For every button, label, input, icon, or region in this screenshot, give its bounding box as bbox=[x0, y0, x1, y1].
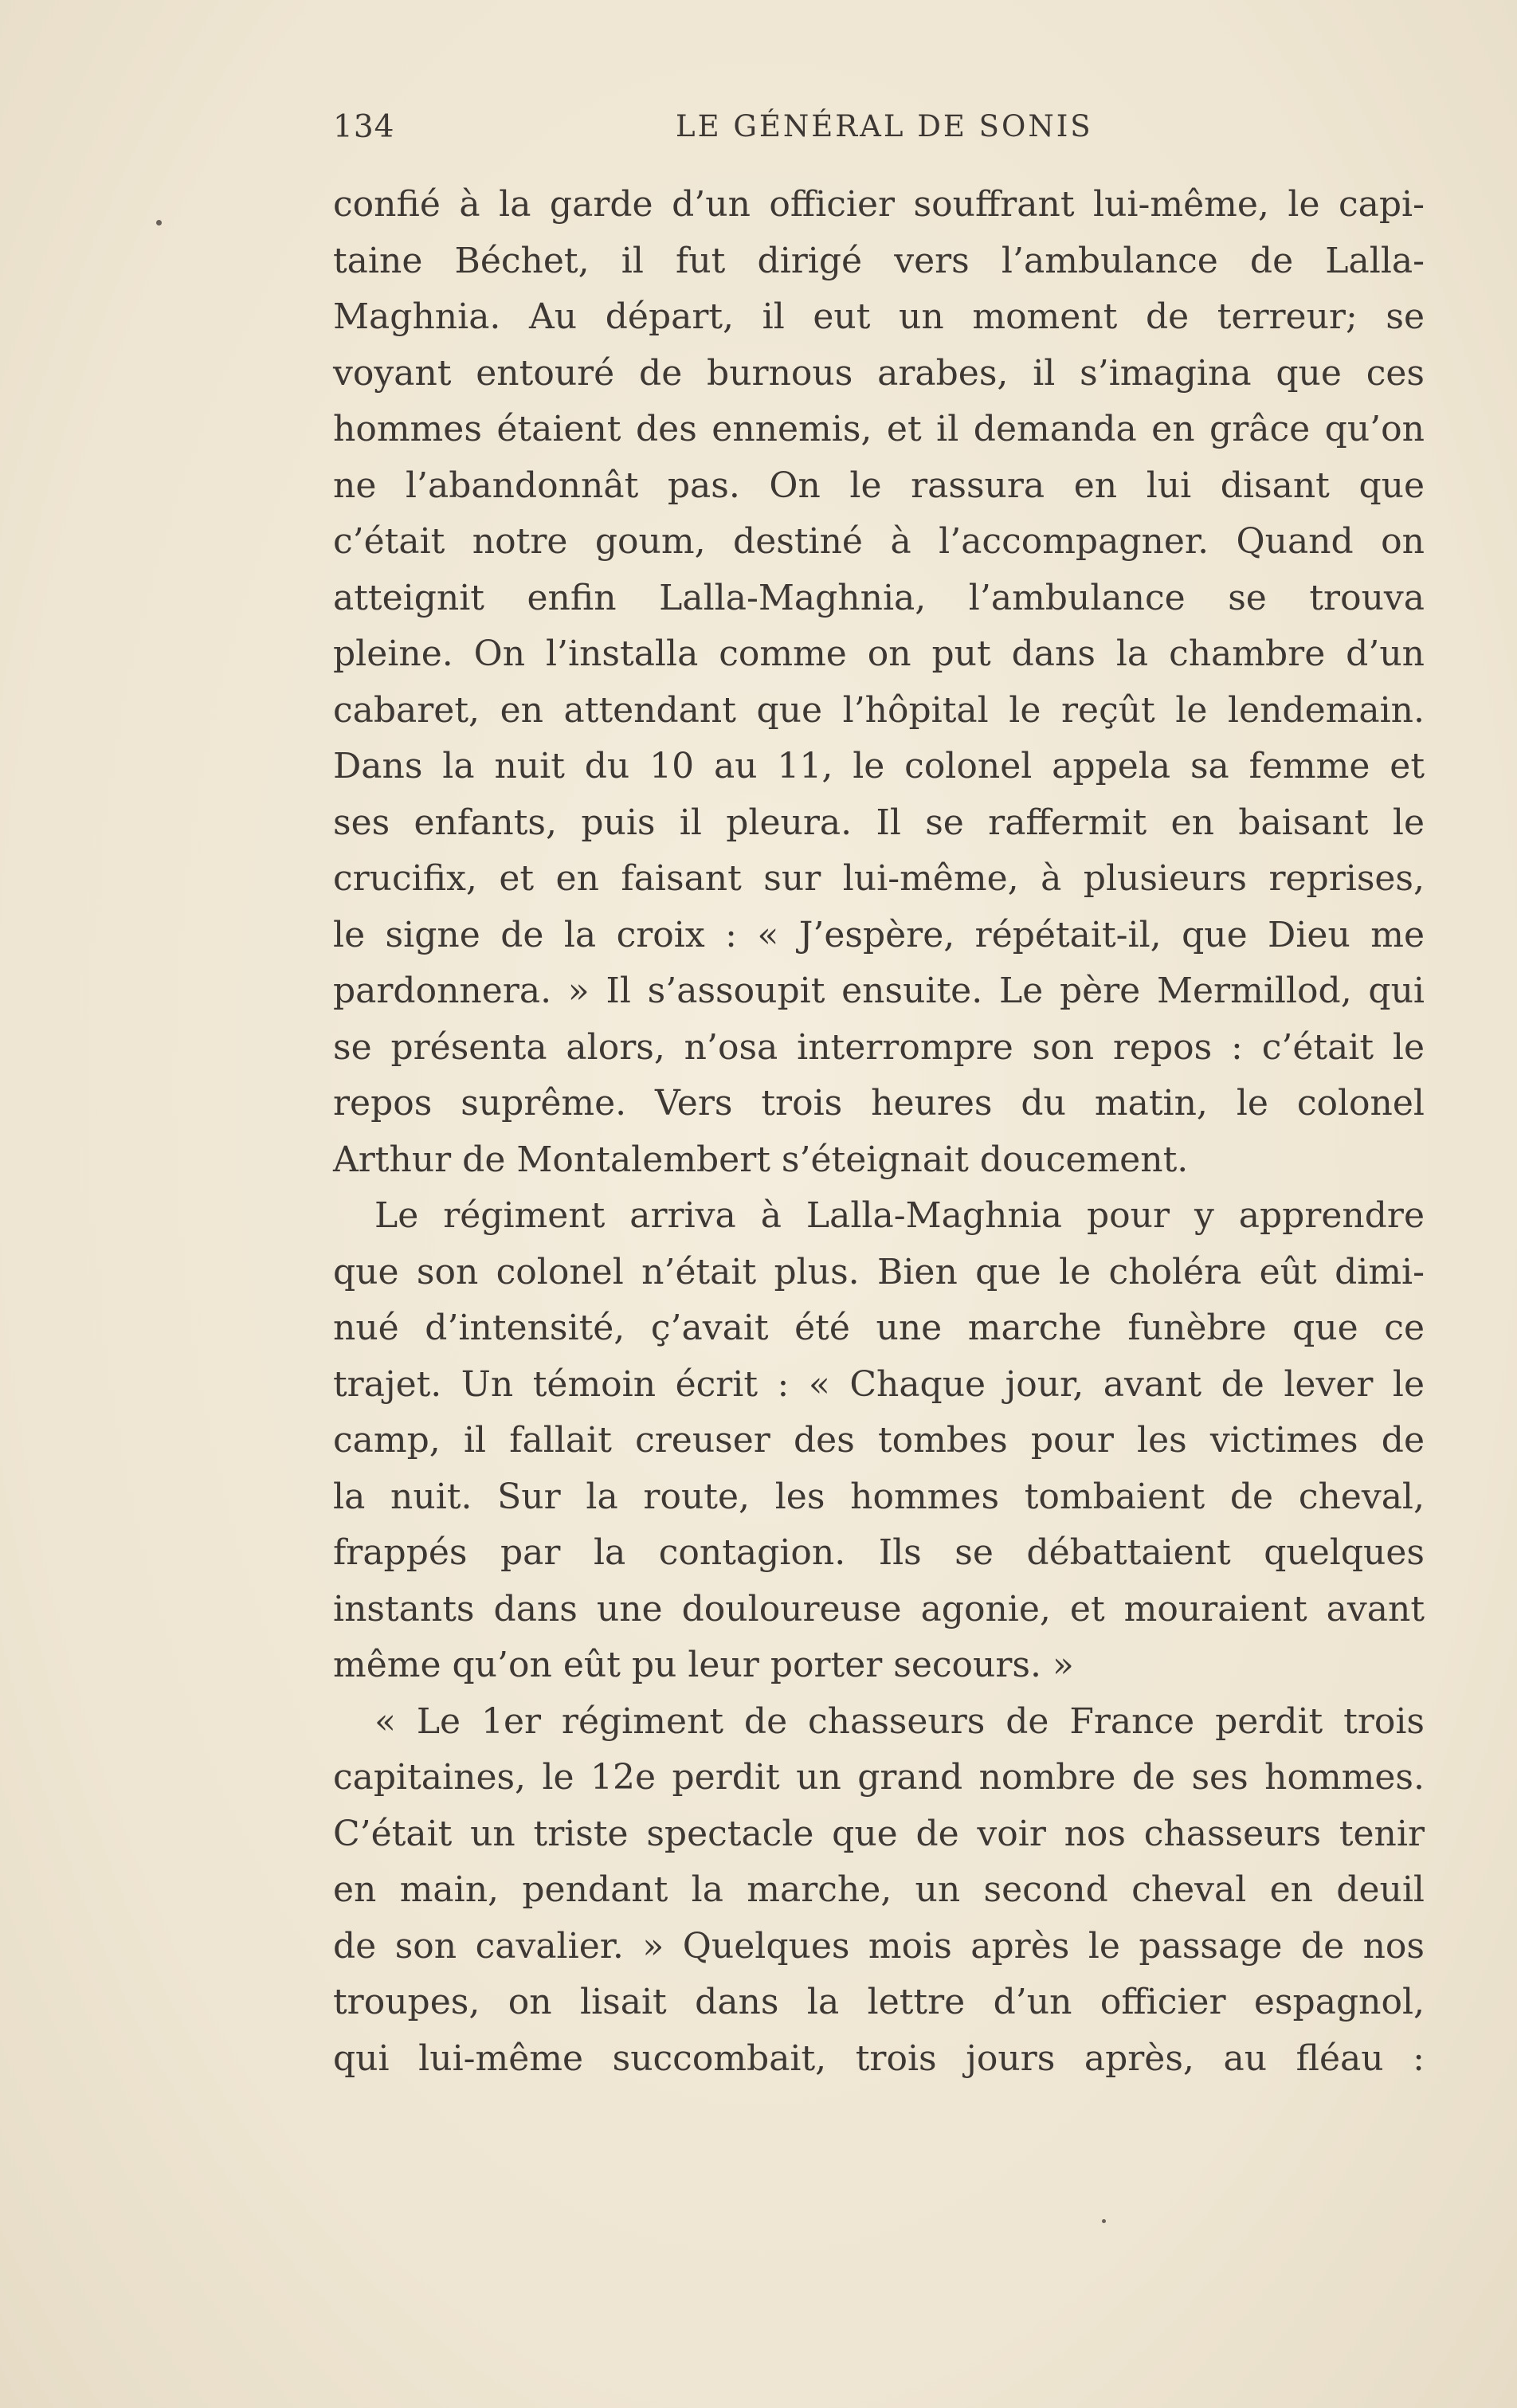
text-line: le signe de la croix : « J’espère, répétait-il, que Dieu me bbox=[333, 914, 1425, 955]
text-line: que son colonel n’était plus. Bien que le choléra eût dimi- bbox=[333, 1251, 1425, 1292]
text-line: crucifix, et en faisant sur lui-même, à plusieurs reprises, bbox=[333, 858, 1425, 899]
text-line: la nuit. Sur la route, les hommes tombaient de cheval, bbox=[333, 1476, 1425, 1517]
text-line: Dans la nuit du 10 au 11, le colonel appela sa femme et bbox=[333, 746, 1425, 786]
text-line: atteignit enfin Lalla-Maghnia, l’ambulance se trouva bbox=[333, 577, 1425, 618]
text-line: C’était un triste spectacle que de voir nos chasseurs tenir bbox=[333, 1813, 1425, 1854]
text-line: même qu’on eût pu leur porter secours. » bbox=[333, 1645, 1074, 1685]
text-line: trajet. Un témoin écrit : « Chaque jour, avant de lever le bbox=[333, 1363, 1425, 1405]
text-line: taine Béchet, il fut dirigé vers l’ambulance de Lalla- bbox=[333, 240, 1425, 281]
text-line: hommes étaient des ennemis, et il demanda en grâce qu’on bbox=[333, 409, 1425, 449]
text-line: Le régiment arriva à Lalla-Maghnia pour y apprendre bbox=[374, 1195, 1425, 1236]
text-line: se présenta alors, n’osa interrompre son repos : c’était le bbox=[333, 1026, 1425, 1068]
text-line: repos suprême. Vers trois heures du matin, le colonel bbox=[333, 1083, 1425, 1124]
text-line: pleine. On l’installa comme on put dans la chambre d’un bbox=[333, 633, 1425, 674]
text-line: camp, il fallait creuser des tombes pour les victimes de bbox=[333, 1420, 1425, 1461]
page-header bbox=[333, 109, 1425, 157]
text-line: de son cavalier. » Quelques mois après le passage de nos bbox=[333, 1925, 1425, 1967]
body-text bbox=[333, 177, 1425, 2087]
text-line: instants dans une douloureuse agonie, et mouraient avant bbox=[333, 1588, 1425, 1630]
text-line: qui lui-même succombait, trois jours après, au fléau : bbox=[333, 2037, 1425, 2079]
text-line: confié à la garde d’un officier souffrant lui-même, le capi- bbox=[333, 184, 1425, 225]
text-line: pardonnera. » Il s’assoupit ensuite. Le père Mermillod, qui bbox=[333, 971, 1425, 1011]
text-line: « Le 1er régiment de chasseurs de France perdit trois bbox=[374, 1700, 1425, 1742]
text-line: capitaines, le 12e perdit un grand nombre de ses hommes. bbox=[333, 1757, 1425, 1798]
text-line: frappés par la contagion. Ils se débattaient quelques bbox=[333, 1532, 1425, 1573]
running-title: LE GÉNÉRAL DE SONIS bbox=[676, 109, 1093, 143]
text-line: cabaret, en attendant que l’hôpital le reçût le lendemain. bbox=[333, 689, 1425, 731]
text-line: voyant entouré de burnous arabes, il s’imagina que ces bbox=[333, 352, 1425, 394]
text-line: ses enfants, puis il pleura. Il se raffermit en baisant le bbox=[333, 802, 1425, 843]
text-line: c’était notre goum, destiné à l’accompagner. Quand on bbox=[333, 521, 1425, 562]
text-line: ne l’abandonnât pas. On le rassura en lui disant que bbox=[333, 465, 1425, 506]
text-line: Maghnia. Au départ, il eut un moment de terreur; se bbox=[333, 296, 1425, 337]
text-line: troupes, on lisait dans la lettre d’un officier espagnol, bbox=[333, 1982, 1425, 2022]
text-line: Arthur de Montalembert s’éteignait doucement. bbox=[333, 1139, 1189, 1180]
text-line: nué d’intensité, ç’avait été une marche funèbre que ce bbox=[333, 1308, 1425, 1348]
paper-speck bbox=[1102, 2219, 1106, 2223]
page-number: 134 bbox=[333, 109, 395, 145]
text-line: en main, pendant la marche, un second cheval en deuil bbox=[333, 1869, 1425, 1910]
paper-speck bbox=[156, 220, 162, 226]
